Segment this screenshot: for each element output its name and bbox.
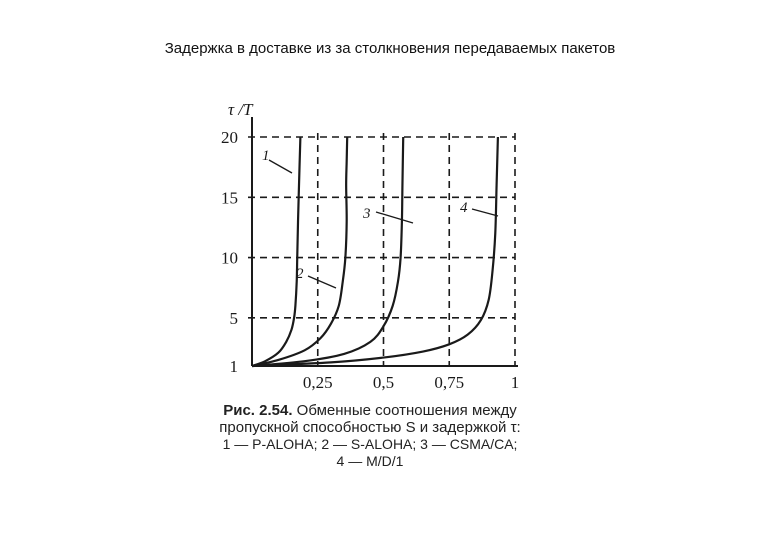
- y-tick-label: 1: [229, 357, 238, 376]
- annotation-label-4: 4: [460, 200, 468, 216]
- slide-title: Задержка в доставке из за столкновения передаваемых пакетов: [164, 40, 616, 57]
- x-tick-label: 0,25: [302, 373, 333, 392]
- series-line-1: [252, 137, 300, 366]
- y-tick-label: 15: [221, 188, 238, 208]
- caption-figure-number: Рис. 2.54.: [223, 402, 293, 419]
- x-tick-label: 0,5: [372, 373, 395, 392]
- y-axis-label: τ /T: [228, 100, 253, 119]
- caption-line-1: Обменные соотношения между: [296, 402, 517, 419]
- chart-labels: [262, 148, 468, 282]
- series-line-3: [252, 137, 403, 366]
- y-tick-label: 20: [221, 128, 238, 147]
- chart-ticks: [221, 100, 519, 392]
- annotation-label-3: 3: [363, 206, 371, 222]
- y-tick-label: 5: [229, 308, 238, 328]
- x-tick-label: 1: [510, 373, 520, 392]
- annotation-leader-4: [472, 209, 498, 216]
- annotation-leader-1: [269, 160, 292, 173]
- caption-line-4: 4 — M/D/1: [336, 453, 404, 469]
- y-tick-label: 10: [221, 248, 238, 268]
- x-tick-label: 0,75: [434, 373, 465, 392]
- annotation-label-2: 2: [296, 266, 304, 282]
- annotation-label-1: 1: [262, 148, 270, 164]
- caption-line-2: пропускной способностью S и задержкой τ:: [219, 419, 521, 436]
- annotation-leader-2: [308, 276, 336, 288]
- annotation-leader-3: [376, 212, 413, 223]
- figure-caption: [180, 402, 560, 470]
- caption-line-3: 1 — P-ALOHA; 2 — S-ALOHA; 3 — CSMA/CA;: [222, 436, 518, 452]
